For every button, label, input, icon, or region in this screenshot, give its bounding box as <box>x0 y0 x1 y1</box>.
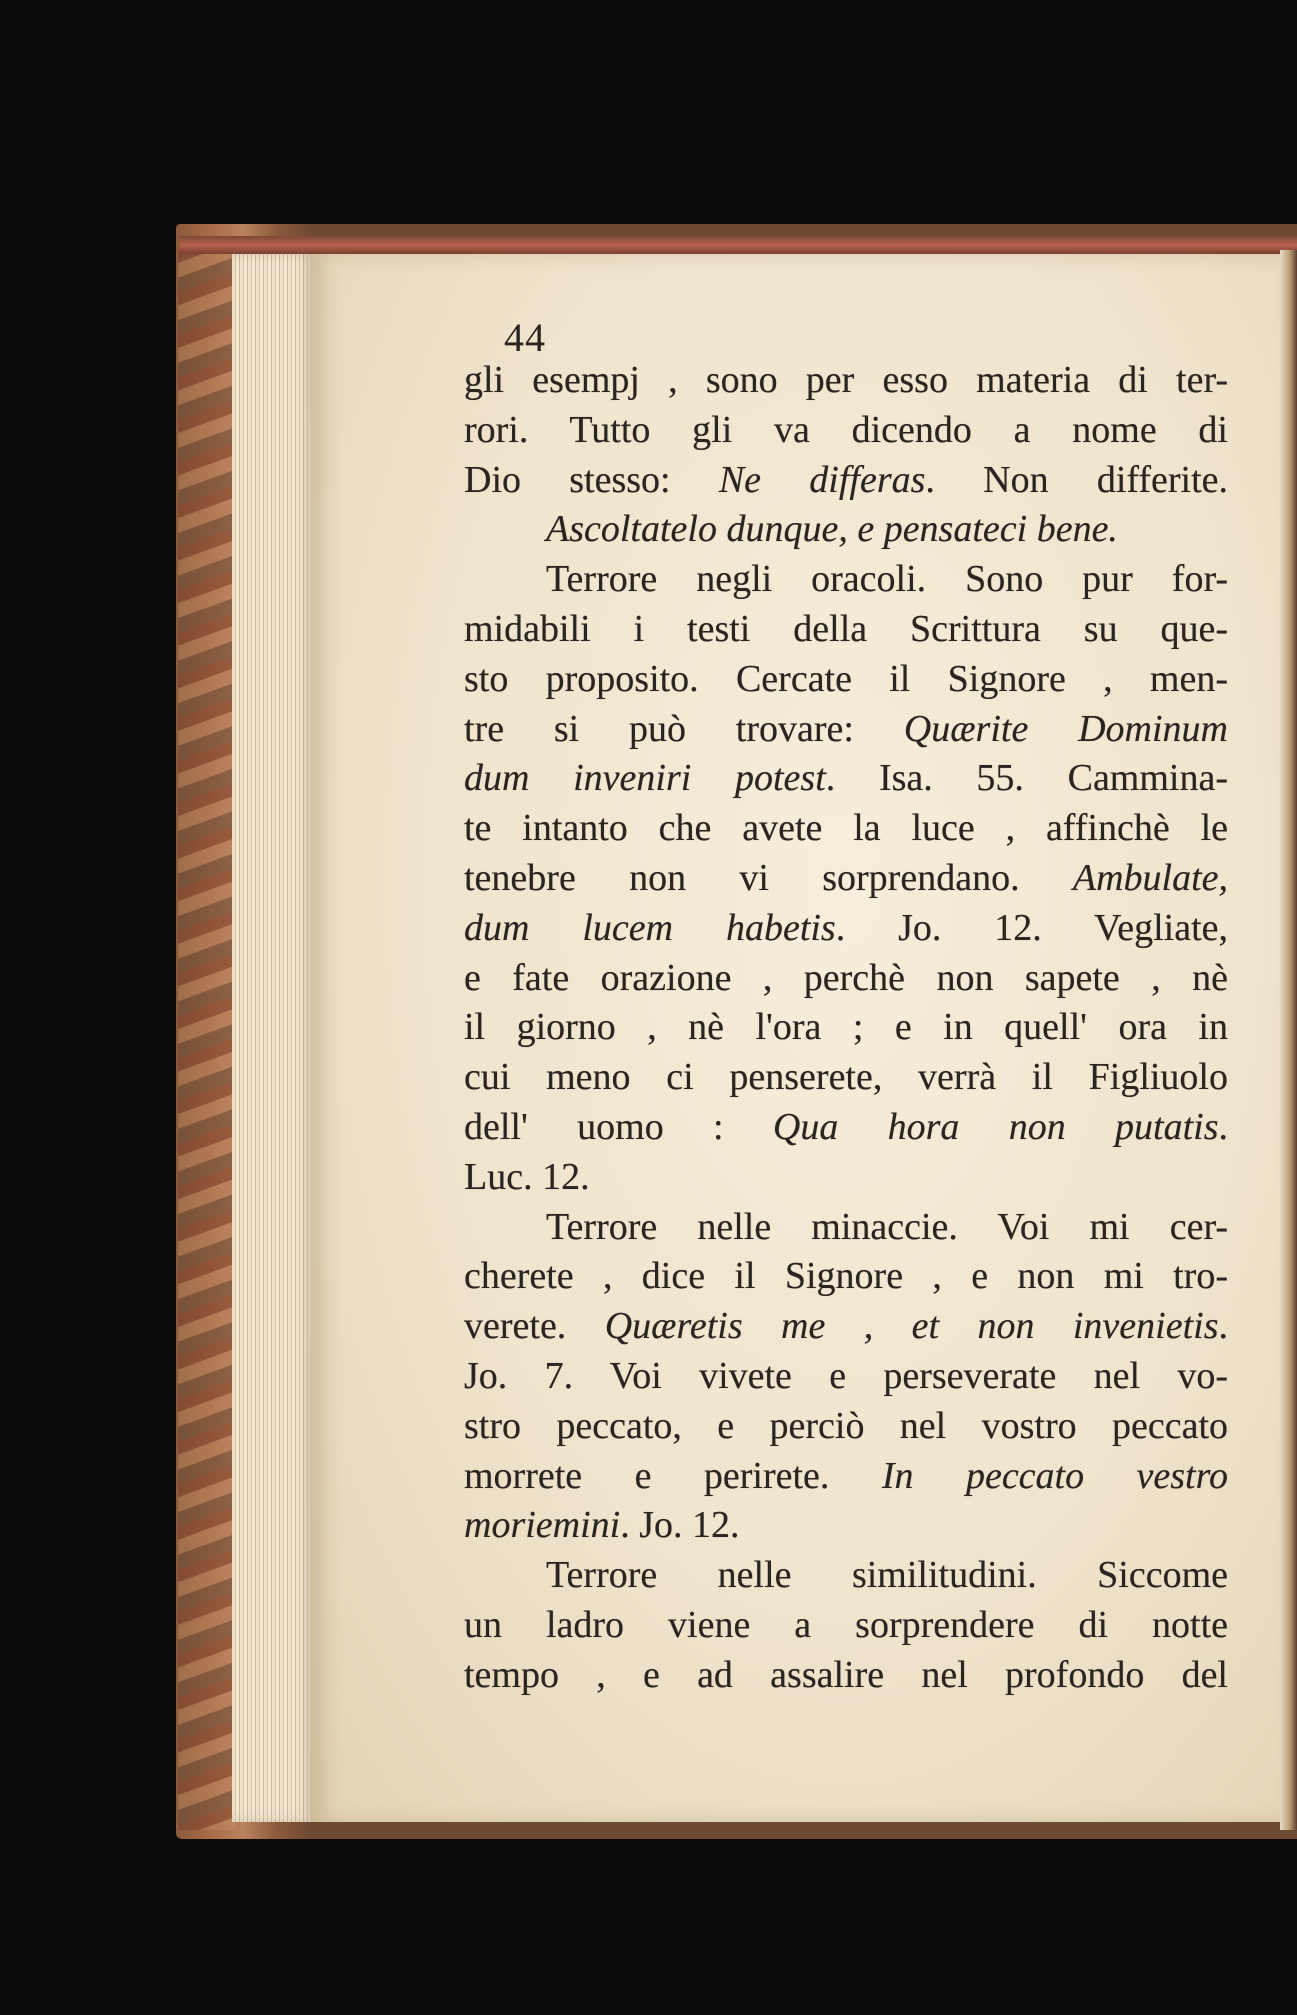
text-segment: dell' uomo : <box>464 1105 773 1148</box>
italic-text: In peccato vestro <box>881 1454 1228 1497</box>
text-segment: Terrore nelle minaccie. Voi mi cer- <box>546 1205 1228 1248</box>
text-line <box>464 804 1228 854</box>
italic-text: dum inveniri potest <box>464 757 826 800</box>
text-segment: tenebre non vi sorprendano. <box>464 856 1073 899</box>
text-line <box>464 1651 1228 1701</box>
marbled-cover-edge <box>178 250 236 1830</box>
text-segment: cui meno ci penserete, verrà il Figliuolo <box>464 1056 1228 1099</box>
text-segment: Terrore negli oracoli. Sono pur for- <box>546 558 1228 601</box>
text-line <box>464 1501 1228 1551</box>
italic-text: Ne differas <box>718 458 926 501</box>
text-line <box>464 954 1228 1004</box>
italic-text: Ambulate, <box>1072 856 1228 899</box>
text-segment: . Non differite. <box>925 458 1229 501</box>
text-segment: Dio stesso: <box>464 458 719 501</box>
text-line <box>464 356 1228 406</box>
text-segment: midabili i testi della Scrittura su que- <box>464 607 1228 650</box>
italic-text: Ascoltatelo dunque, e pensateci bene. <box>546 508 1118 551</box>
italic-text: Quæretis me , et non invenietis <box>604 1305 1219 1348</box>
text-line <box>464 1203 1228 1253</box>
text-segment: Jo. 7. Voi vivete e perseverate nel vo- <box>464 1354 1228 1397</box>
text-segment: sto proposito. Cercate il Signore , men- <box>464 657 1228 700</box>
text-line <box>464 705 1228 755</box>
text-segment: tre si può trovare: <box>464 707 904 750</box>
text-segment: Terrore nelle similitudini. Siccome <box>546 1554 1228 1597</box>
text-line <box>464 1153 1228 1203</box>
text-line <box>464 1302 1228 1352</box>
page-right-edge <box>1280 250 1297 1830</box>
text-line <box>464 1103 1228 1153</box>
text-line <box>464 406 1228 456</box>
text-line <box>464 1551 1228 1601</box>
text-line <box>464 1352 1228 1402</box>
text-segment: stro peccato, e perciò nel vostro peccato <box>464 1404 1228 1447</box>
cover-top-edge <box>180 236 1297 254</box>
text-line <box>464 754 1228 804</box>
italic-text: Qua hora non putatis <box>772 1105 1219 1148</box>
text-segment: morrete e perirete. <box>464 1454 882 1497</box>
text-line <box>464 904 1228 954</box>
text-line <box>464 1003 1228 1053</box>
italic-text: Quærite Dominum <box>903 707 1228 750</box>
text-segment: il giorno , nè l'ora ; e in quell' ora in <box>464 1006 1228 1049</box>
text-segment: Luc. 12. <box>464 1155 590 1198</box>
text-segment: verete. <box>464 1305 605 1348</box>
page-number: 44 <box>504 315 546 360</box>
text-segment: te intanto che avete la luce , affinchè le <box>464 807 1228 850</box>
text-segment: e fate orazione , perchè non sapete , nè <box>464 956 1228 999</box>
text-line <box>464 1252 1228 1302</box>
text-segment: . <box>1218 1105 1228 1148</box>
text-segment: gli esempj , sono per esso materia di ter- <box>464 359 1228 401</box>
page-text-block <box>464 356 1228 1701</box>
text-segment: rori. Tutto gli va dicendo a nome di <box>464 408 1228 451</box>
text-line <box>464 505 1228 555</box>
text-line <box>464 605 1228 655</box>
text-segment: . <box>1218 1305 1228 1348</box>
text-segment: . Jo. 12. <box>620 1504 740 1547</box>
italic-text: dum lucem habetis <box>464 906 836 949</box>
text-line <box>464 1601 1228 1651</box>
text-segment: cherete , dice il Signore , e non mi tro- <box>464 1255 1228 1298</box>
text-line <box>464 456 1228 506</box>
text-line <box>464 1053 1228 1103</box>
text-segment: tempo , e ad assalire nel profondo del <box>464 1653 1228 1696</box>
page-leaves-edge <box>232 254 312 1822</box>
text-segment: . Isa. 55. Cammina- <box>825 757 1229 800</box>
text-line <box>464 1402 1228 1452</box>
text-segment: un ladro viene a sorprendere di notte <box>464 1603 1228 1646</box>
text-line <box>464 854 1228 904</box>
text-line <box>464 555 1228 605</box>
text-line <box>464 1452 1228 1502</box>
italic-text: moriemini <box>464 1504 621 1547</box>
text-line <box>464 655 1228 705</box>
text-segment: . Jo. 12. Vegliate, <box>835 906 1229 949</box>
